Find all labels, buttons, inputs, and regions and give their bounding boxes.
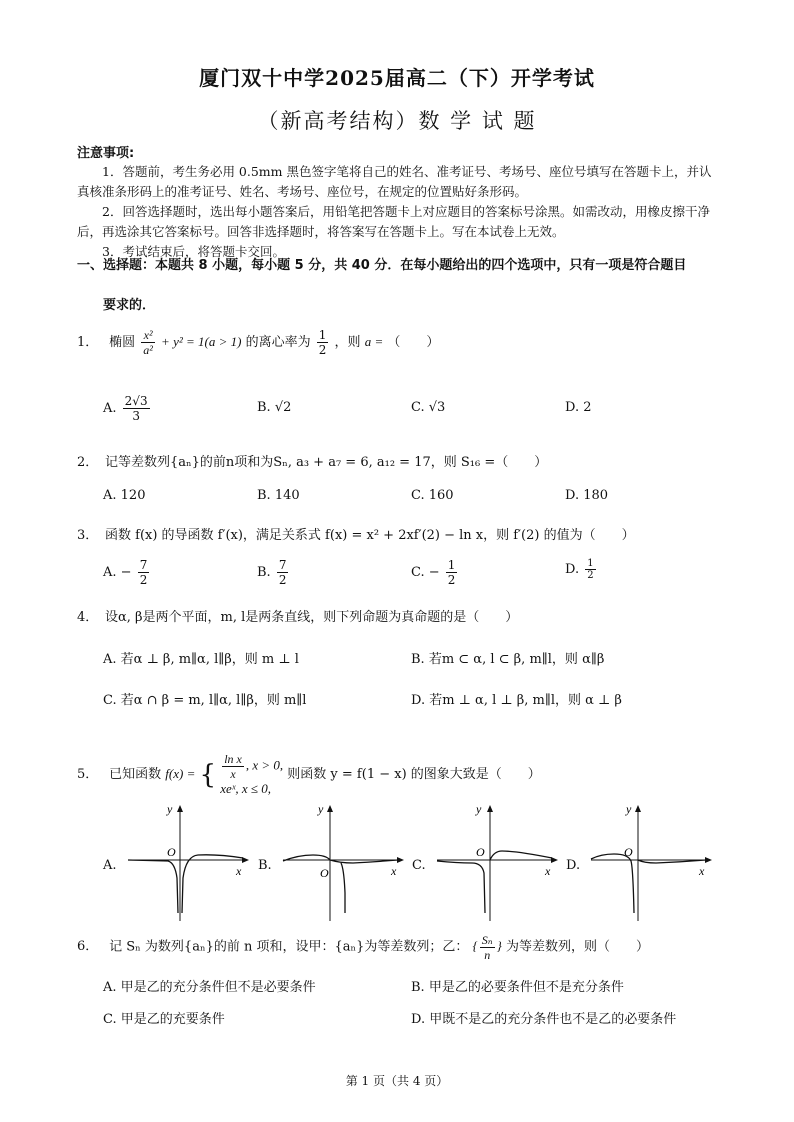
svg-text:x: x: [391, 864, 397, 878]
exam-title: 厦门双十中学2025届高二（下）开学考试: [199, 66, 595, 90]
option-b: B. 140: [257, 488, 300, 503]
question-number: 4．: [77, 610, 99, 625]
page-footer: 第 1 页（共 4 页）: [345, 1074, 449, 1088]
option-c: C. 若α ∩ β = m, l∥α, l∥β，则 m∥l: [103, 693, 307, 708]
svg-text:O: O: [476, 845, 485, 859]
svg-text:y: y: [167, 803, 173, 816]
question-text: ，则: [334, 335, 361, 350]
option-a: A. 甲是乙的充分条件但不是必要条件: [103, 980, 316, 995]
option-a: A. − $\frac{7}{2}$: [103, 558, 148, 587]
question-number: 5．: [77, 767, 99, 782]
graph-option-label: C.: [412, 858, 426, 873]
svg-text:O: O: [167, 845, 176, 859]
svg-text:O: O: [624, 845, 633, 859]
question-5: 5． 已知函数 f(x) = { $\frac{\text{ln x}}{x}$ , x > 0, xeˣ, x ≤ 0, 则函数 y = f(1 − x) 的图象大致是（ ）: [77, 752, 541, 796]
option-c: C. √3: [411, 400, 446, 415]
question-number: 2．: [77, 455, 99, 470]
option-a: A. 120: [103, 488, 146, 503]
formula-fraction: $\frac{1}{2}$: [318, 328, 327, 357]
option-d: D. $\frac{1}{2}$: [565, 558, 594, 581]
graph-d: [586, 803, 716, 923]
graph-b: [278, 803, 408, 923]
piecewise-formula: $\frac{\text{ln x}}{x}$ , x > 0, xeˣ, x ≤ 0,: [220, 752, 284, 796]
question-number: 6．: [77, 939, 99, 955]
formula: + y² = 1(a > 1): [161, 334, 242, 349]
notice-heading: 注意事项:: [77, 146, 135, 161]
question-text: 函数 f(x) 的导函数 f′(x)，满足关系式 f(x) = x² + 2xf′(2) − ln x，则 f′(2) 的值为（ ）: [105, 528, 635, 543]
question-text: 则函数 y = f(1 − x) 的图象大致是（ ）: [287, 767, 541, 782]
option-d: D. 若m ⊥ α, l ⊥ β, m∥l，则 α ⊥ β: [411, 693, 622, 708]
formula: f(x) =: [165, 766, 196, 781]
option-b: B. √2: [257, 400, 292, 415]
question-1: [77, 328, 727, 357]
question-text: 椭圆: [109, 335, 136, 350]
notice-item: 3．考试结束后，将答题卡交回。: [102, 244, 285, 259]
option-a: A. $\frac{2√3}{3}$: [103, 394, 148, 423]
question-number: 1．: [77, 335, 99, 350]
svg-text:x: x: [545, 864, 551, 878]
option-c: C. 160: [411, 488, 454, 503]
question-2: [77, 451, 727, 470]
graph-options: [103, 803, 723, 923]
option-d: D. 2: [565, 400, 592, 415]
svg-text:y: y: [318, 803, 324, 816]
svg-text:y: y: [476, 803, 482, 816]
formula: a =: [364, 334, 384, 349]
question-3: [77, 524, 727, 543]
graph-option-label: B.: [258, 858, 272, 873]
notice-item: 1．答题前，考生务必用 0.5mm 黑色签字笔将自己的姓名、准考证号、考场号、座位号填写在答题卡上，并认真核准条形码上的准考证号、姓名、考场号、座位号，在规定的位置贴好条形码。: [77, 164, 712, 199]
option-b: B. 甲是乙的必要条件但不是充分条件: [411, 980, 624, 995]
exam-subtitle: （新高考结构）数 学 试 题: [257, 109, 537, 133]
question-text: 为等差数列，则（ ）: [505, 939, 649, 955]
section-heading-line1: 一、选择题：本题共 8 小题，每小题 5 分，共 40 分．在每小题给出的四个选项中，只有一项是符合题目: [77, 258, 687, 273]
graph-option-label: A.: [103, 858, 117, 873]
svg-text:y: y: [626, 803, 632, 816]
question-6: [77, 933, 727, 962]
svg-text:O: O: [320, 866, 329, 880]
section-heading-line2: 要求的．: [103, 298, 156, 313]
question-text: 记 Sₙ 为数列{aₙ}的前 n 项和，设甲：{aₙ}为等差数列；乙：: [109, 939, 469, 955]
svg-text:x: x: [236, 864, 242, 878]
question-text: 记等差数列{aₙ}的前n项和为Sₙ, a₃ + a₇ = 6, a₁₂ = 17，则 S₁₆ =（ ）: [105, 455, 548, 470]
option-d: D. 180: [565, 488, 609, 503]
option-c: C. 甲是乙的充要条件: [103, 1012, 225, 1027]
question-4: [77, 606, 727, 625]
question-number: 3．: [77, 528, 99, 543]
notice-item: 2．回答选择题时，选出每小题答案后，用铅笔把答题卡上对应题目的答案标号涂黑。如需改动，用橡皮擦干净后，再选涂其它答案标号。回答非选择题时，将答案写在答题卡上。写在本试卷上无效。: [77, 204, 710, 239]
graph-c: [432, 803, 562, 923]
option-c: C. − $\frac{1}{2}$: [411, 558, 456, 587]
question-text: （ ）: [387, 335, 440, 350]
graph-option-label: D.: [566, 858, 581, 873]
option-a: A. 若α ⊥ β, m∥α, l∥β，则 m ⊥ l: [103, 652, 299, 667]
question-text: 的离心率为: [245, 335, 311, 350]
question-text: 已知函数: [109, 767, 162, 782]
option-b: B. 若m ⊂ α, l ⊂ β, m∥l，则 α∥β: [411, 652, 605, 667]
formula-fraction: $\frac{\text{x²}}{\text{a²}}$: [143, 328, 153, 357]
section-heading: [77, 246, 727, 326]
question-text: 设α, β是两个平面，m, l是两条直线，则下列命题为真命题的是（ ）: [105, 610, 519, 625]
svg-text:x: x: [699, 864, 705, 878]
option-b: B. $\frac{7}{2}$: [257, 558, 287, 587]
option-d: D. 甲既不是乙的充分条件也不是乙的必要条件: [411, 1012, 677, 1027]
graph-a: [123, 803, 253, 923]
formula: { $\frac{\text{Sₙ}}{n}$ }: [472, 933, 502, 962]
